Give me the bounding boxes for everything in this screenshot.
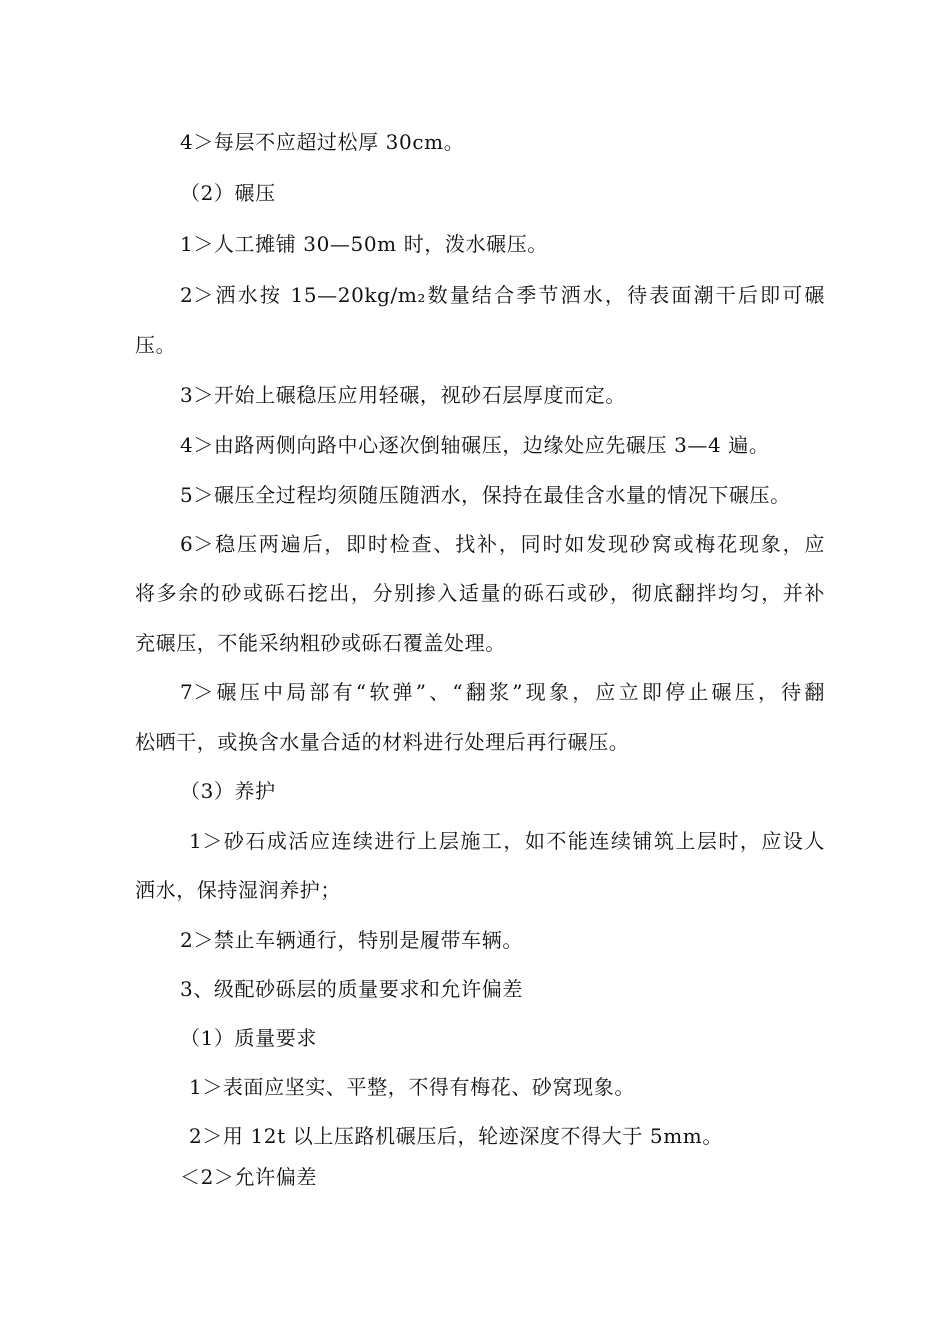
text-line: 2＞用 12t 以上压路机碾压后，轮迹深度不得大于 5mm。 <box>189 1124 723 1148</box>
text-line: 1＞表面应坚实、平整，不得有梅花、砂窝现象。 <box>189 1075 635 1099</box>
text-line: 7＞碾压中局部有“软弹”、“翻浆”现象，应立即停止碾压，待翻 <box>180 680 825 704</box>
text-line: 松晒干，或换含水量合适的材料进行处理后再行碾压。 <box>135 730 630 754</box>
section-heading: （3）养护 <box>180 779 276 803</box>
text-line: 充碾压，不能采纳粗砂或砾石覆盖处理。 <box>135 631 506 655</box>
text-line: 压。 <box>135 333 177 357</box>
text-line: 6＞稳压两遍后，即时检查、找补，同时如发现砂窝或梅花现象，应 <box>180 532 825 556</box>
section-heading: （2）碾压 <box>180 181 276 205</box>
text-line: 2＞洒水按 15—20kg/m₂数量结合季节洒水，待表面潮干后即可碾 <box>180 283 825 307</box>
text-line: 1＞砂石成活应连续进行上层施工，如不能连续铺筑上层时，应设人 <box>189 829 825 853</box>
text-line: 4＞每层不应超过松厚 30cm。 <box>180 130 465 154</box>
text-line: 1＞人工摊铺 30—50m 时，泼水碾压。 <box>180 232 548 256</box>
section-heading: ＜2＞允许偏差 <box>180 1165 317 1189</box>
text-line: 5＞碾压全过程均须随压随洒水，保持在最佳含水量的情况下碾压。 <box>180 483 791 507</box>
text-line: 将多余的砂或砾石挖出，分别掺入适量的砾石或砂，彻底翻拌均匀，并补 <box>135 581 825 605</box>
section-heading: （1）质量要求 <box>180 1026 317 1050</box>
text-line: 4＞由路两侧向路中心逐次倒轴碾压，边缘处应先碾压 3—4 遍。 <box>180 433 770 457</box>
text-line: 洒水，保持湿润养护； <box>135 878 341 902</box>
text-line: 2＞禁止车辆通行，特别是履带车辆。 <box>180 928 523 952</box>
section-heading: 3、级配砂砾层的质量要求和允许偏差 <box>180 977 523 1001</box>
text-line: 3＞开始上碾稳压应用轻碾，视砂石层厚度而定。 <box>180 383 626 407</box>
